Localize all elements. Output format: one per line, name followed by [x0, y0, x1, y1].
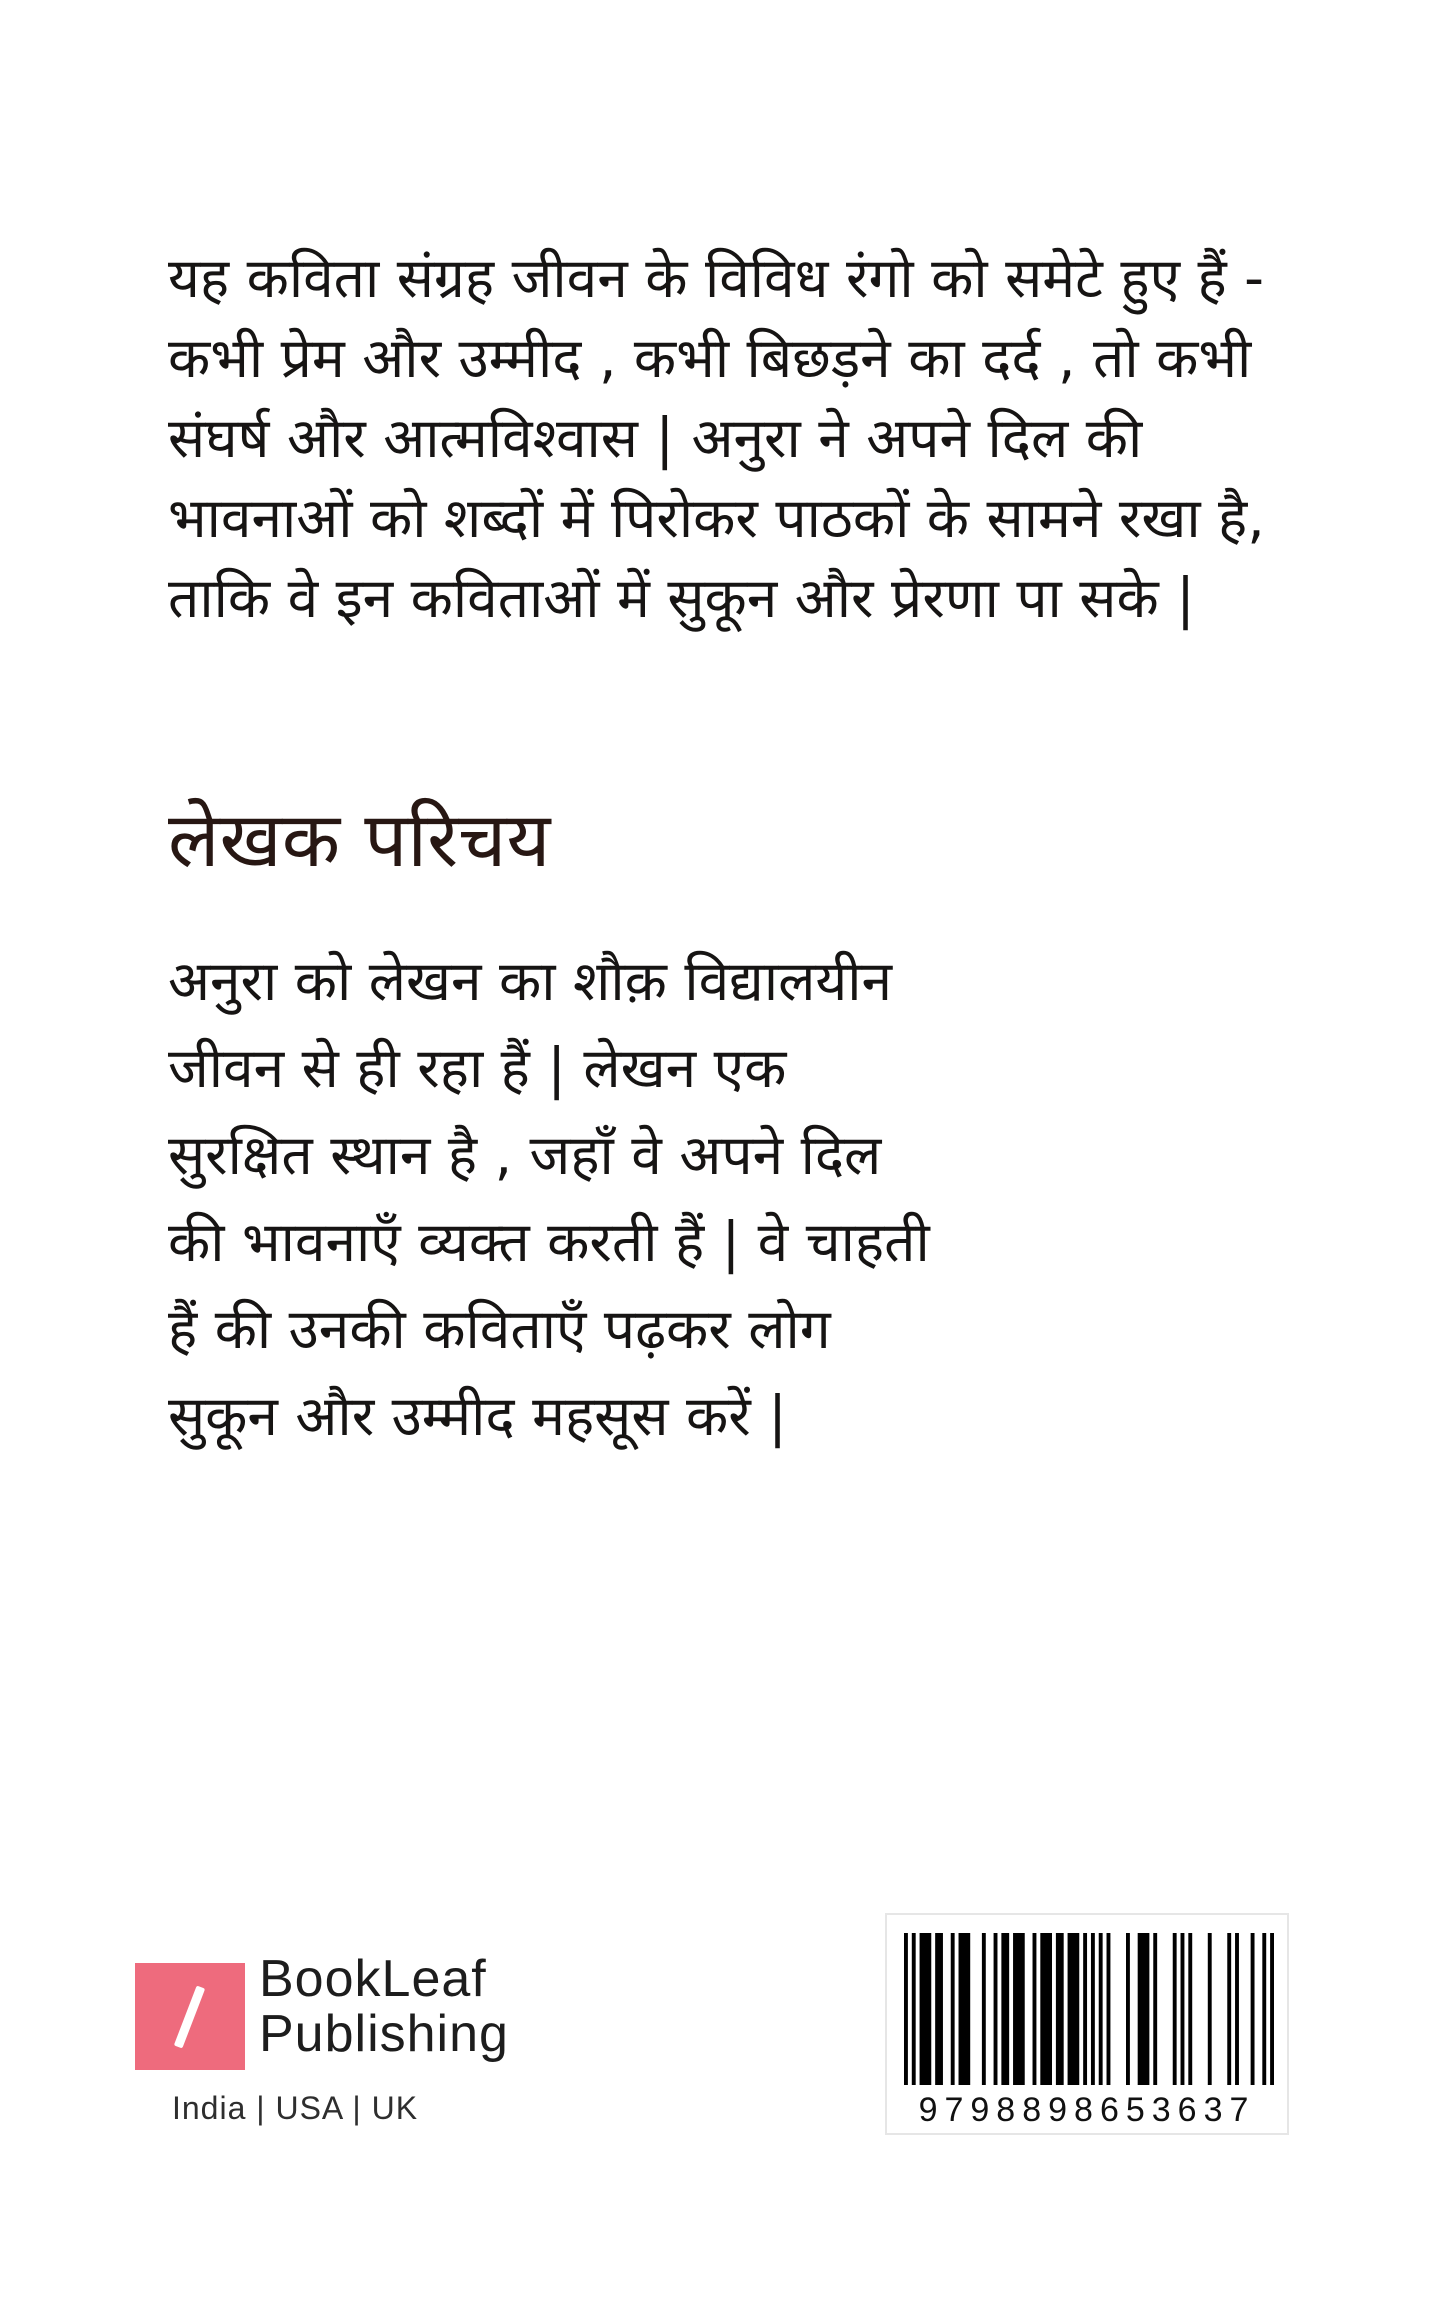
description-line: संघर्ष और आत्मविश्वास | अनुरा ने अपने दिल की: [168, 406, 1143, 470]
bookleaf-logo: [135, 1963, 245, 2070]
description-line: यह कविता संग्रह जीवन के विविध रंगो को समेटे हुए हैं -: [168, 246, 1265, 310]
bio-line: की भावनाएँ व्यक्त करती हैं | वे चाहती: [168, 1210, 930, 1274]
publisher-regions: India | USA | UK: [171, 2090, 419, 2126]
description-line: भावनाओं को शब्दों में पिरोकर पाठकों के सामने रखा है,: [168, 486, 1265, 550]
barcode-bars: [904, 1933, 1274, 2085]
description-line: ताकि वे इन कविताओं में सुकून और प्रेरणा पा सके |: [168, 566, 1195, 630]
barcode: [885, 1913, 1289, 2135]
book-description: [168, 238, 1268, 638]
bio-line: सुरक्षित स्थान है , जहाँ वे अपने दिल: [168, 1123, 882, 1187]
publisher-name-line1: BookLeaf: [259, 1950, 487, 2008]
author-bio: [168, 938, 1068, 1460]
publisher-name: [259, 1952, 509, 2062]
author-intro-heading: लेखक परिचय: [168, 795, 551, 884]
slash-icon: [174, 1986, 205, 2049]
bio-line: जीवन से ही रहा हैं | लेखन एक: [168, 1036, 787, 1100]
bio-line: सुकून और उम्मीद महसूस करें |: [168, 1384, 787, 1448]
bio-line: हैं की उनकी कविताएँ पढ़कर लोग: [168, 1297, 831, 1361]
bio-line: अनुरा को लेखन का शौक़ विद्यालयीन: [168, 949, 893, 1013]
description-line: कभी प्रेम और उम्मीद , कभी बिछड़ने का दर्द , तो कभी: [168, 326, 1252, 390]
barcode-number: 9798898653637: [918, 2091, 1256, 2129]
publisher-name-line2: Publishing: [259, 2005, 509, 2063]
